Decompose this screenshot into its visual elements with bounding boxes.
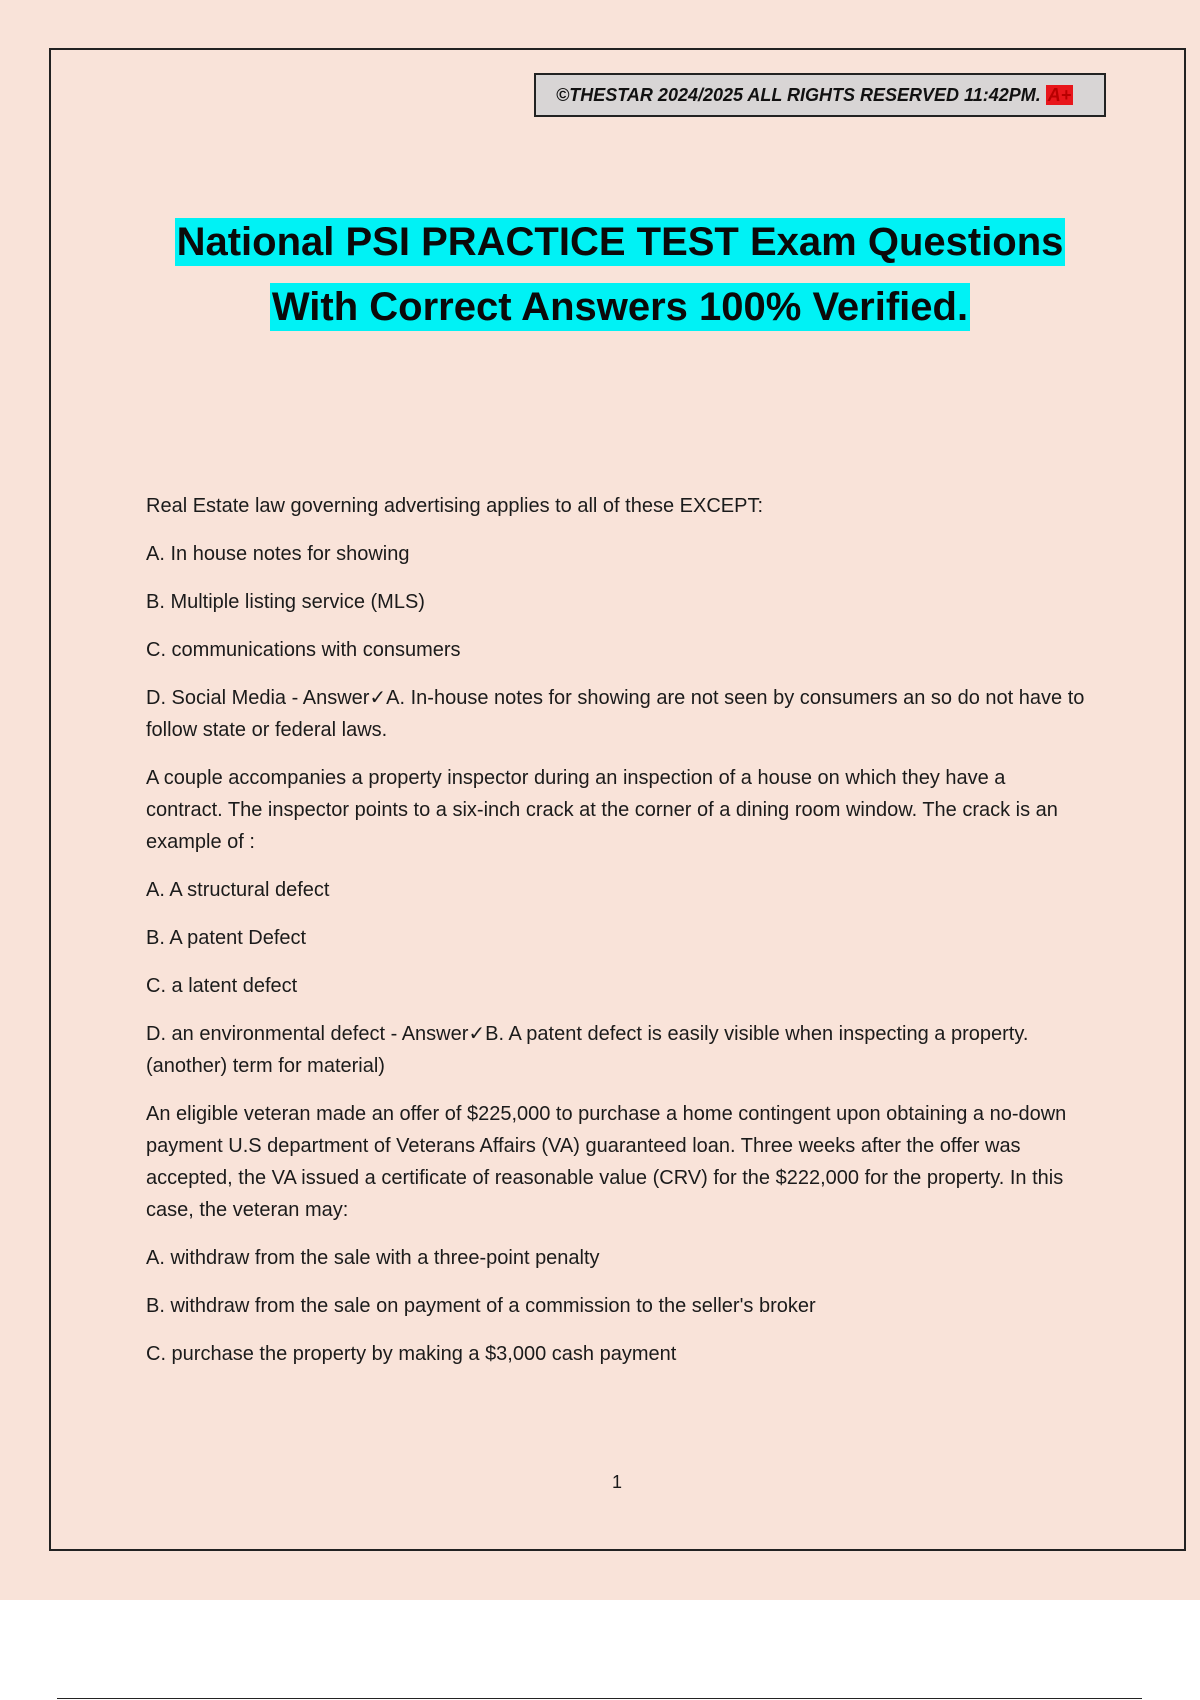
document-title [0, 210, 1200, 340]
title-line-2: With Correct Answers 100% Verified. [271, 285, 969, 329]
question-3-stem: An eligible veteran made an offer of $225,000 to purchase a home contingent upon obtaining a no-down payment U.S department of Veterans Affairs (VA) guaranteed loan. Three weeks after the offer was accepted, the VA issued a certificate of reasonable value (CRV) for the $222,000 for the property. In this case, the veteran may: [146, 1103, 1067, 1221]
question-2-option-d-answer: D. an environmental defect - Answer✓B. A patent defect is easily visible when inspecting a property. (another) term for material) [146, 1023, 1029, 1077]
question-3-option-c: C. purchase the property by making a $3,000 cash payment [146, 1343, 677, 1365]
question-1-option-b: B. Multiple listing service (MLS) [146, 591, 425, 613]
question-1-option-a: A. In house notes for showing [146, 543, 410, 565]
copyright-text: ©THESTAR 2024/2025 ALL RIGHTS RESERVED 11:42PM. [556, 85, 1046, 105]
question-3-option-b: B. withdraw from the sale on payment of a commission to the seller's broker [146, 1295, 816, 1317]
footer-divider [57, 1698, 1142, 1699]
question-2-option-a: A. A structural defect [146, 879, 330, 901]
question-1-option-d-answer: D. Social Media - Answer✓A. In-house notes for showing are not seen by consumers an so do not have to follow state or federal laws. [146, 687, 1085, 741]
questions-body [146, 490, 1086, 1386]
question-2-option-b: B. A patent Defect [146, 927, 307, 949]
question-1-option-c: C. communications with consumers [146, 639, 461, 661]
copyright-header [534, 73, 1106, 117]
question-3-option-a: A. withdraw from the sale with a three-point penalty [146, 1247, 600, 1269]
question-2-option-c: C. a latent defect [146, 975, 298, 997]
page-number: 1 [611, 1472, 622, 1492]
question-2-stem: A couple accompanies a property inspector during an inspection of a house on which they have a contract. The inspector points to a six-inch crack at the corner of a dining room window. The crack is an example of : [146, 767, 1058, 853]
title-line-1: National PSI PRACTICE TEST Exam Questions [176, 220, 1064, 264]
grade-tag: A+ [1047, 85, 1072, 105]
question-1-stem: Real Estate law governing advertising applies to all of these EXCEPT: [146, 495, 764, 517]
